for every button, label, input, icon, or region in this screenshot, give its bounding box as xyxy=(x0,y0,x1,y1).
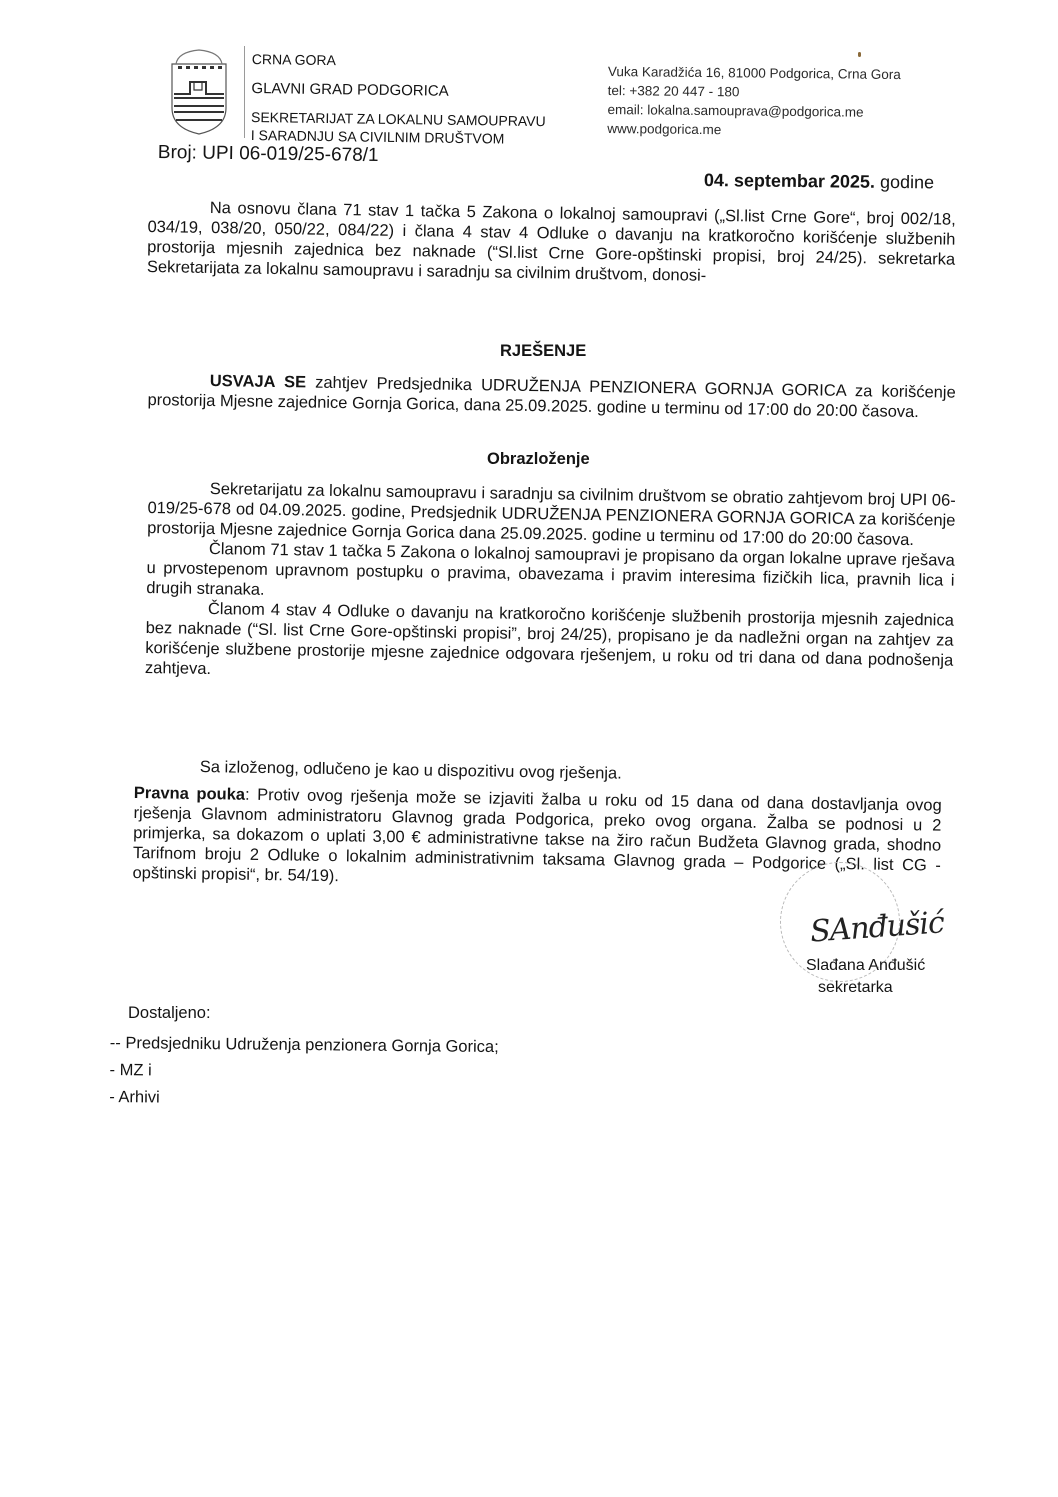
decision-title: RJEŠENJE xyxy=(500,342,587,360)
reasoning-paragraph-1: Sekretarijatu za lokalnu samoupravu i saradnju sa civilnim društvom se obratio zahtjevom broj UPI 06-019/25-678 od 04.09.2025. godine, Predsjednik UDRUŽENJA PENZIONERA GORNJA GORICA za korišćenje prostorija Mjesne zajednice Gornja Gorica dana 25.09.2025. godine u terminu od 17:00 do 20:00 časova. xyxy=(147,479,956,550)
city-name: GLAVNI GRAD PODGORICA xyxy=(251,79,449,100)
coat-of-arms-icon xyxy=(166,46,232,136)
department-line-1: SEKRETARIJAT ZA LOKALNU SAMOUPRAVU xyxy=(250,108,546,130)
header-divider xyxy=(244,46,245,138)
reasoning-paragraph-3: Članom 4 stav 4 Odluke o davanju na kratkoročno korišćenje službenih prostorija mjesnih zajednica bez naknade (“Sl. list Crne Gore-opštinski propisi”, broj 24/25), propisano je da nadležni organ na zahtjev za korišćenje službene prostorije mjesne zajednice odgovara rješenjem, u roku od tri dana od dana podnošenja zahtjeva. xyxy=(144,599,954,679)
decision-paragraph xyxy=(147,370,956,423)
scan-speck xyxy=(858,52,861,57)
legal-remedy-label: Pravna pouka xyxy=(133,783,246,804)
email-link[interactable]: email: lokalna.samouprava@podgorica.me xyxy=(607,101,864,120)
distribution-item: - MZ i xyxy=(109,1060,152,1080)
date-suffix: godine xyxy=(879,171,935,193)
signer-name: Slađana Anđušić xyxy=(806,957,926,974)
reasoning-paragraph-2: Članom 71 stav 1 tačka 5 Zakona o lokalnoj samoupravi je propisano da organ lokalne uprave rješava u prvostepenom upravnom postupku o pravima, obavezama i pravim interesima fizičkih lica, pravnih lica i drugih stranaka. xyxy=(146,539,955,599)
country-name: CRNA GORA xyxy=(251,50,336,69)
distribution-list xyxy=(109,1030,499,1115)
document-date xyxy=(704,170,934,193)
signer-role: sekretarka xyxy=(818,979,893,996)
department-line-2: I SARADNJU SA CIVILNIM DRUŠTVOM xyxy=(250,126,505,147)
website-link[interactable]: www.podgorica.me xyxy=(607,120,722,138)
preamble xyxy=(147,197,956,290)
distribution-item: -- Predsjedniku Udruženja penzionera Gornja Gorica; xyxy=(109,1033,499,1057)
decision-text: zahtjev Predsjednika UDRUŽENJA PENZIONERA GORNJA GORICA za korišćenje prostorija Mjesne zajednice Gornja Gorica, dana 25.09.2025. godine u terminu od 17:00 do 20:00 časova. xyxy=(147,373,956,422)
decision xyxy=(147,370,956,423)
distribution-title: Dostaljeno: xyxy=(128,1004,211,1022)
date-value: 04. septembar 2025. xyxy=(703,170,876,192)
preamble-text: Na osnovu člana 71 stav 1 tačka 5 Zakona o lokalnoj samoupravi („Sl.list Crne Gore“, broj 002/18, 034/19, 038/20, 050/22, 084/22) i člana 4 stav 4 Odluke o davanju na kratkoročno korišćenje službenih prostorija mjesnih zajednica bez naknade (“Sl.list Crne Gore-opštinski propisi, broj 24/25). sekretarka Sekretarijata za lokalnu samoupravu i saradnju sa civilnim društvom, donosi- xyxy=(146,198,956,285)
organization-block xyxy=(251,50,547,148)
reference-number: Broj: UPI 06-019/25-678/1 xyxy=(157,142,379,167)
reasoning xyxy=(145,478,956,691)
reasoning-title: Obrazloženje xyxy=(487,450,590,468)
handwritten-signature: SAnđušić xyxy=(808,905,945,950)
distribution-item: - Arhivi xyxy=(109,1087,160,1107)
address: Vuka Karadžića 16, 81000 Podgorica, Crna Gora xyxy=(607,63,901,83)
contact-block xyxy=(607,62,901,141)
signer-block xyxy=(806,955,925,999)
legal-remedy-text: : Protiv ovog rješenja može se izjaviti žalba u roku od 15 dana od dana dostavljanja ovog rješenja Glavnom administratoru Glavnog grada Podgorica, preko ovog organa. Žalba se podnosi u 2 primjerka, sa dokazom o uplati 3,00 € administrativne takse na žiro račun Budžeta Glavnog grada, shodno Tarifnom broju 2 Odluke o lokalnim administrativnim taksama Glavnog grada – Podgorice („Sl. list CG - opštinski propisi“, br. 54/19). xyxy=(132,785,942,886)
decision-lead: USVAJA SE xyxy=(209,371,307,392)
reasoning-conclusion: Sa izloženog, odlučeno je kao u dispozitivu ovog rješenja. xyxy=(199,758,622,783)
phone: tel: +382 20 447 - 180 xyxy=(607,82,740,100)
